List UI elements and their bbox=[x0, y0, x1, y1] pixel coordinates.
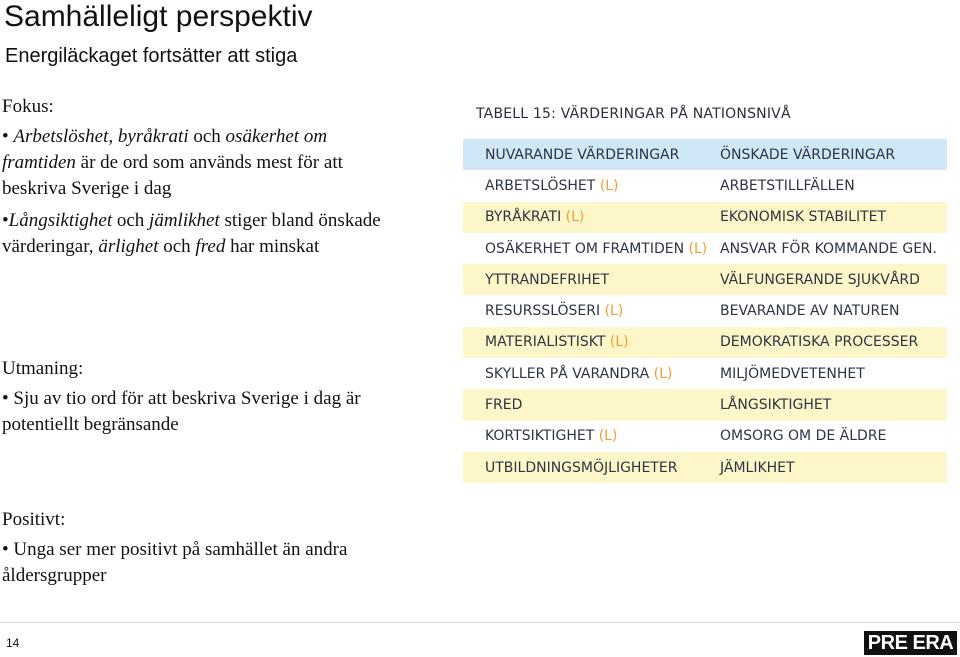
cell-current bbox=[463, 303, 696, 319]
table-header-row bbox=[463, 139, 947, 170]
table-row bbox=[463, 295, 947, 326]
cell-current-text: MATERIALISTISKT bbox=[485, 334, 606, 351]
cell-current: UTBILDNINGSMÖJLIGHETER bbox=[485, 459, 678, 476]
limiting-flag: (L) bbox=[653, 365, 673, 382]
table-row bbox=[463, 358, 947, 389]
cell-desired: EKONOMISK STABILITET bbox=[720, 209, 887, 226]
cell-desired: JÄMLIKHET bbox=[720, 459, 795, 476]
table-row bbox=[463, 202, 947, 233]
cell-current bbox=[463, 334, 696, 350]
fokus-b2-t4: har minskat bbox=[225, 236, 320, 257]
cell-current-text: KORTSIKTIGHET bbox=[485, 428, 595, 445]
table-row bbox=[463, 389, 947, 420]
page-number: 14 bbox=[6, 636, 20, 650]
section-fokus bbox=[2, 94, 402, 260]
fokus-b1-t1: och bbox=[188, 126, 221, 147]
cell-current-text: SKYLLER PÅ VARANDRA bbox=[485, 365, 650, 382]
section-positivt bbox=[2, 507, 402, 589]
bullet-mark: • bbox=[2, 126, 9, 147]
table-row bbox=[463, 452, 947, 483]
cell-current bbox=[463, 209, 696, 225]
fokus-b1-em1: Arbetslöshet, byråkrati bbox=[13, 126, 189, 147]
cell-current bbox=[463, 366, 696, 382]
limiting-flag: (L) bbox=[599, 177, 619, 194]
fokus-b2-t2: stiger bland önskade värderingar, bbox=[2, 210, 381, 257]
cell-current bbox=[463, 428, 696, 444]
fokus-b2-em4: fred bbox=[195, 236, 226, 257]
fokus-b1-em2: osäkerhet om framtiden bbox=[2, 126, 328, 173]
cell-current bbox=[463, 178, 696, 194]
page-title: Samhälleligt perspektiv bbox=[4, 0, 313, 33]
fokus-b2-t1: och bbox=[112, 210, 150, 231]
footer-divider bbox=[0, 622, 960, 623]
cell-desired: BEVARANDE AV NATUREN bbox=[720, 303, 900, 320]
cell-current-text: BYRÅKRATI bbox=[485, 209, 562, 226]
cell-current: FRED bbox=[485, 397, 523, 414]
cell-current-text: OSÄKERHET OM FRAMTIDEN bbox=[485, 240, 685, 257]
positivt-bullet-1 bbox=[2, 537, 402, 589]
fokus-b2-em2: jämlikhet bbox=[149, 210, 220, 231]
table-row bbox=[463, 264, 947, 295]
limiting-flag: (L) bbox=[609, 334, 629, 351]
header-desired: ÖNSKADE VÄRDERINGAR bbox=[720, 146, 896, 163]
fokus-bullet-2 bbox=[2, 208, 402, 260]
limiting-flag: (L) bbox=[598, 428, 618, 445]
values-table bbox=[463, 139, 947, 483]
cell-desired: DEMOKRATISKA PROCESSER bbox=[720, 334, 919, 351]
cell-current: YTTRANDEFRIHET bbox=[485, 271, 610, 288]
cell-desired: MILJÖMEDVETENHET bbox=[720, 365, 865, 382]
utmaning-bullet-1 bbox=[2, 386, 402, 438]
table-row bbox=[463, 327, 947, 358]
cell-desired: VÄLFUNGERANDE SJUKVÅRD bbox=[720, 271, 920, 288]
page-subtitle: Energiläckaget fortsätter att stiga bbox=[5, 45, 298, 67]
cell-desired: ANSVAR FÖR KOMMANDE GEN. bbox=[720, 240, 937, 257]
cell-current bbox=[463, 240, 708, 257]
cell-desired: ARBETSTILLFÄLLEN bbox=[720, 177, 855, 194]
bullet-mark: • bbox=[2, 388, 9, 409]
table-title: TABELL 15: VÄRDERINGAR PÅ NATIONSNIVÅ bbox=[476, 106, 791, 122]
bullet-mark: • bbox=[2, 210, 9, 231]
table-row bbox=[463, 421, 947, 452]
table-row bbox=[463, 170, 947, 201]
pre-era-logo: PRE ERA bbox=[864, 631, 957, 655]
utmaning-heading: Utmaning: bbox=[2, 358, 84, 379]
positivt-heading: Positivt: bbox=[2, 509, 66, 530]
fokus-b2-em3: ärlighet bbox=[98, 236, 159, 257]
fokus-b2-em1: Långsiktighet bbox=[8, 210, 113, 231]
limiting-flag: (L) bbox=[688, 240, 708, 257]
table-row bbox=[463, 233, 947, 264]
fokus-bullet-1 bbox=[2, 124, 402, 202]
utmaning-b1-text: Sju av tio ord för att beskriva Sverige i dag är potentiellt begränsande bbox=[2, 388, 361, 435]
bullet-mark: • bbox=[2, 539, 9, 560]
cell-desired: OMSORG OM DE ÄLDRE bbox=[720, 428, 887, 445]
fokus-b1-t2: är de ord som används mest för att beskriva Sverige i dag bbox=[2, 152, 343, 199]
cell-current-text: RESURSSLÖSERI bbox=[485, 303, 601, 320]
cell-current-text: ARBETSLÖSHET bbox=[485, 177, 596, 194]
section-utmaning bbox=[2, 356, 402, 438]
cell-desired: LÅNGSIKTIGHET bbox=[720, 397, 832, 414]
limiting-flag: (L) bbox=[604, 303, 624, 320]
limiting-flag: (L) bbox=[565, 209, 585, 226]
header-current: NUVARANDE VÄRDERINGAR bbox=[485, 146, 680, 163]
positivt-b1-text: Unga ser mer positivt på samhället än andra åldersgrupper bbox=[2, 539, 348, 586]
fokus-heading: Fokus: bbox=[2, 96, 54, 117]
fokus-b2-t3: och bbox=[158, 236, 196, 257]
